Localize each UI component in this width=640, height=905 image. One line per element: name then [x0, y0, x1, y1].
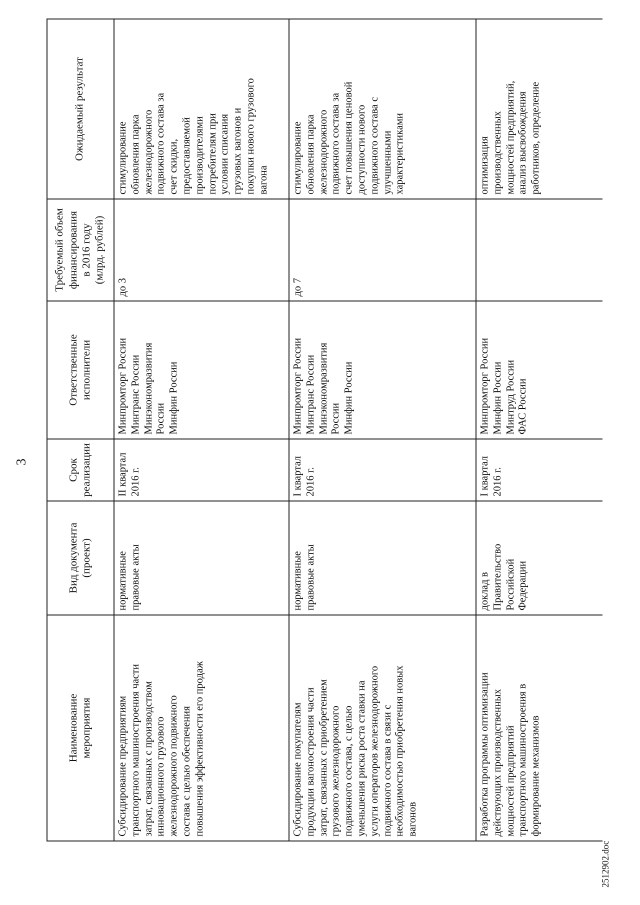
cell-measure-name: Субсидирование предприятиям транспортного машиностроения части затрат, связанных с производством инновационного грузового железнодорожного подвижного состава с целью обеспечения повышения эффективности его продаж [114, 615, 289, 841]
table-row [289, 19, 476, 841]
header-funding: Требуемый объем финансирования в 2016 году (млрд. рублей) [47, 199, 114, 301]
cell-measure-name: Субсидирование покупателям продукции вагоностроения части затрат, связанных с приобретением грузового железнодорожного подвижного состава, с целью уменьшения риска роста ставки на услуги операторов железнодорожного подвижного состава в связи с необходимостью приобретения новых вагонов [289, 615, 476, 841]
header-deadline: Срок реализации [47, 439, 114, 501]
header-responsible: Ответственные исполнители [47, 301, 114, 439]
document-code: 2512902.doc [600, 840, 610, 887]
table-row [114, 19, 289, 841]
measures-table [46, 18, 602, 841]
table-row [476, 19, 603, 841]
page-number: 3 [14, 458, 29, 465]
cell-responsible: Минпромторг России Минфин России Минтруд России ФАС России [476, 301, 603, 439]
cell-funding [476, 199, 603, 301]
cell-expected-result: стимулирование обновления парка железнодорожного подвижного состава за счет скидки, предоставляемой производителями потребителям при условии списания грузовых вагонов и покупки нового грузового вагона [114, 19, 289, 199]
header-expected-result: Ожидаемый результат [47, 19, 114, 199]
cell-deadline: II квартал 2016 г. [114, 439, 289, 501]
cell-funding: до 3 [114, 199, 289, 301]
header-measure-name: Наименование мероприятия [47, 615, 114, 841]
cell-responsible: Минпромторг России Минтранс России Минэкономразвития России Минфин России [114, 301, 289, 439]
cell-deadline: I квартал 2016 г. [289, 439, 476, 501]
cell-document-type: нормативные правовые акты [289, 501, 476, 615]
cell-expected-result: оптимизация производственных мощностей предприятий, анализ высвобождения работников, определение [476, 19, 603, 199]
header-document-type: Вид документа (проект) [47, 501, 114, 615]
cell-expected-result: стимулирование обновления парка железнодорожного подвижного состава за счет повышения ценовой доступности нового подвижного состава с улучшенными характеристиками [289, 19, 476, 199]
cell-document-type: нормативные правовые акты [114, 501, 289, 615]
cell-measure-name: Разработка программы оптимизации действующих производственных мощностей предприятий транспортного машиностроения в формирование механизмов [476, 615, 603, 841]
cell-funding: до 7 [289, 199, 476, 301]
cell-document-type: доклад в Правительство Российской Федерации [476, 501, 603, 615]
cell-responsible: Минпромторг России Минтранс России Минэкономразвития России Минфин России [289, 301, 476, 439]
cell-deadline: I квартал 2016 г. [476, 439, 603, 501]
table-header-row [47, 19, 114, 841]
